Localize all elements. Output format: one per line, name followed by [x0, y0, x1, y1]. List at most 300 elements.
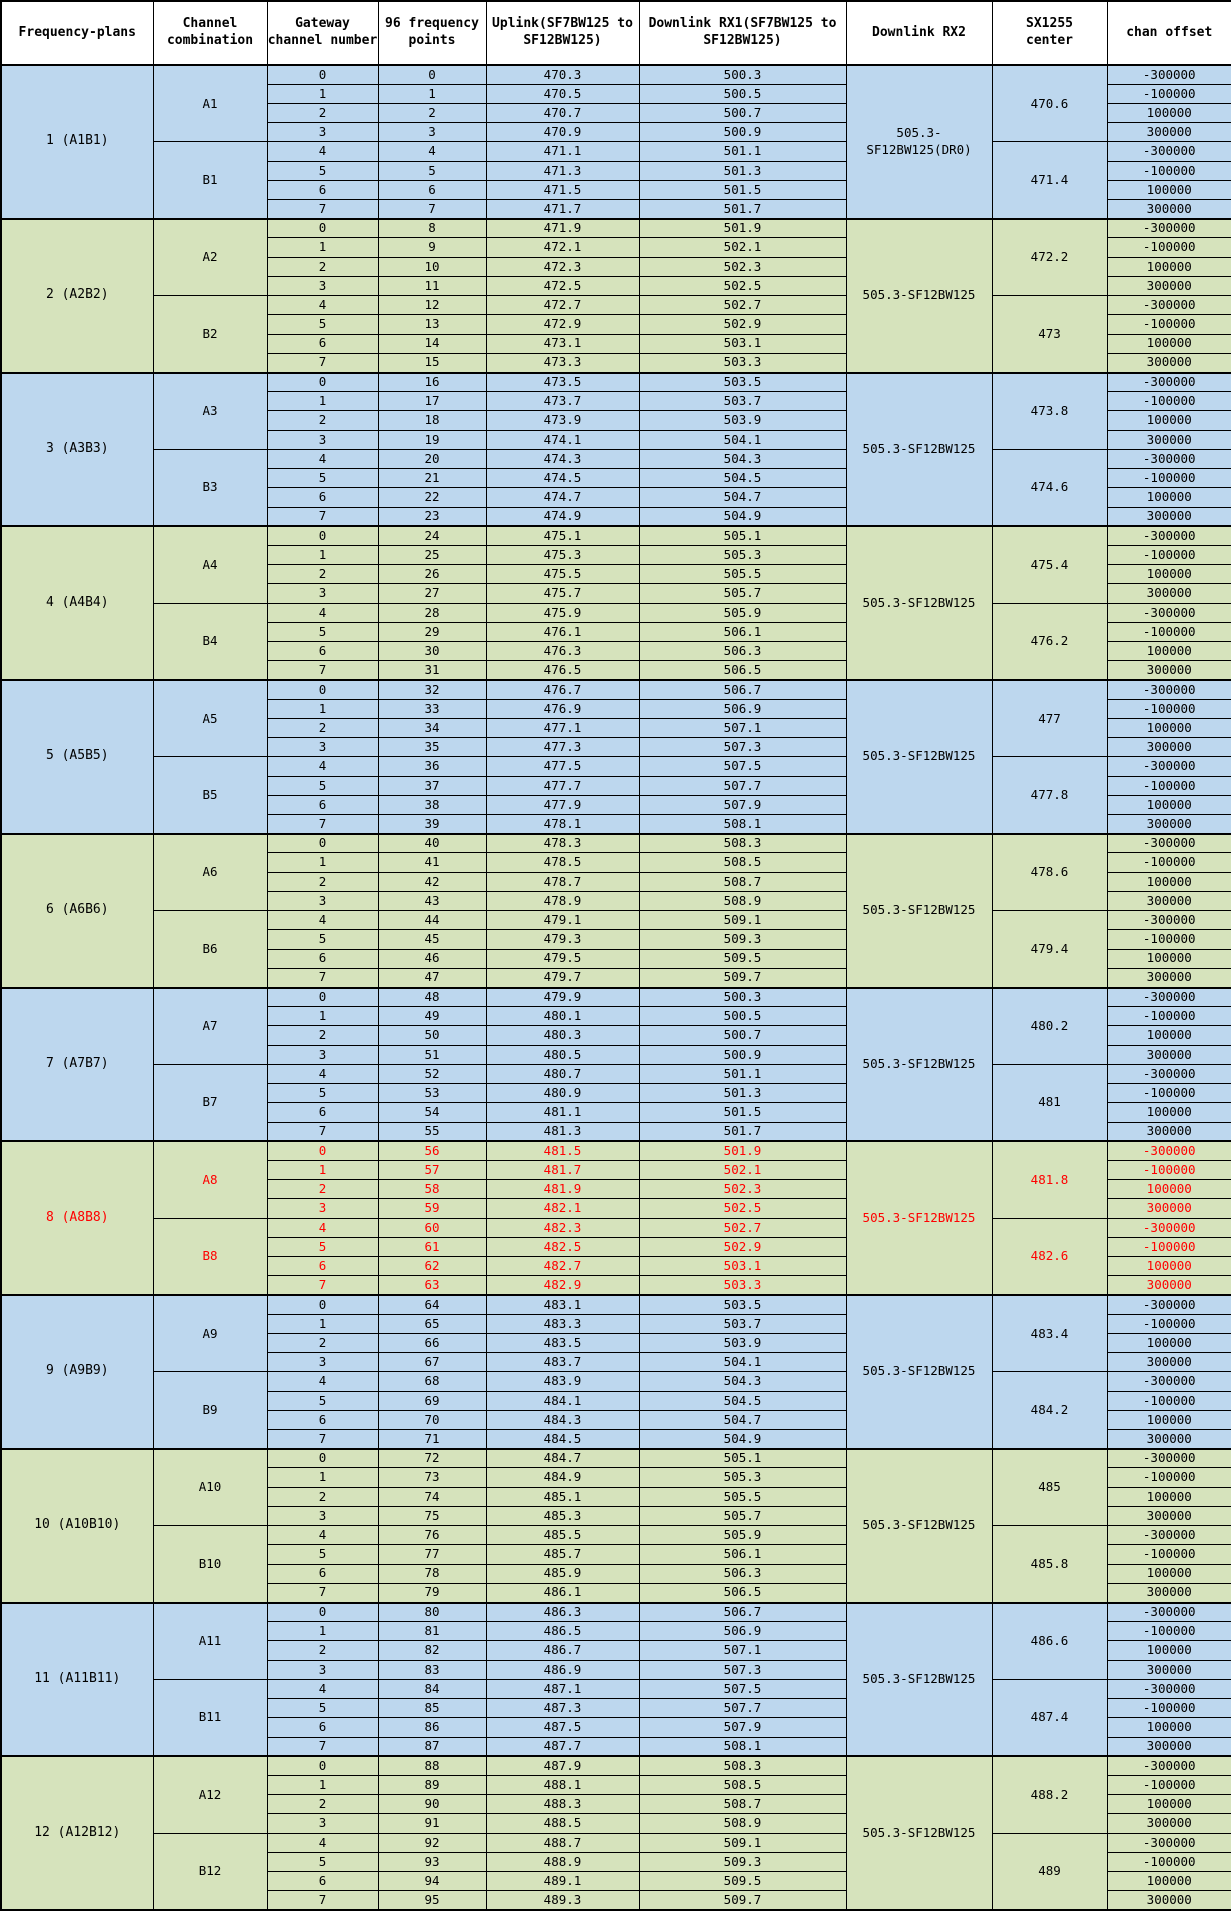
table-row: [1, 680, 1231, 699]
cell-downlink-rx1: 502.1: [639, 1160, 846, 1179]
cell-frequency-point: 44: [378, 911, 486, 930]
cell-downlink-rx1: 504.3: [639, 449, 846, 468]
cell-uplink: 485.7: [486, 1545, 639, 1564]
cell-frequency-point: 48: [378, 988, 486, 1007]
cell-uplink: 473.1: [486, 334, 639, 353]
cell-chan-offset: 100000: [1107, 257, 1231, 276]
cell-frequency-point: 12: [378, 296, 486, 315]
cell-downlink-rx1: 508.7: [639, 872, 846, 891]
cell-uplink: 479.1: [486, 911, 639, 930]
cell-frequency-point: 55: [378, 1122, 486, 1141]
cell-frequency-point: 93: [378, 1852, 486, 1871]
cell-chan-offset: -300000: [1107, 1603, 1231, 1622]
cell-uplink: 478.9: [486, 891, 639, 910]
cell-gateway-channel: 2: [267, 872, 378, 891]
cell-channel-combination: B10: [153, 1526, 267, 1603]
cell-downlink-rx2: 505.3-SF12BW125: [846, 680, 992, 834]
cell-uplink: 487.9: [486, 1756, 639, 1775]
cell-downlink-rx1: 505.7: [639, 584, 846, 603]
cell-downlink-rx1: 500.9: [639, 123, 846, 142]
cell-frequency-point: 39: [378, 815, 486, 834]
cell-uplink: 484.3: [486, 1410, 639, 1429]
cell-downlink-rx1: 504.7: [639, 1410, 846, 1429]
cell-chan-offset: -300000: [1107, 603, 1231, 622]
cell-channel-combination: B11: [153, 1679, 267, 1756]
cell-frequency-point: 91: [378, 1814, 486, 1833]
cell-downlink-rx1: 503.5: [639, 1295, 846, 1314]
cell-gateway-channel: 7: [267, 1583, 378, 1602]
cell-downlink-rx1: 509.7: [639, 1891, 846, 1910]
cell-channel-combination: B7: [153, 1064, 267, 1141]
cell-chan-offset: -100000: [1107, 1007, 1231, 1026]
cell-downlink-rx1: 506.3: [639, 642, 846, 661]
cell-sx1255-center: 477: [992, 680, 1107, 757]
cell-uplink: 475.3: [486, 545, 639, 564]
cell-frequency-point: 61: [378, 1237, 486, 1256]
table-row: [1, 834, 1231, 853]
cell-downlink-rx1: 508.3: [639, 1756, 846, 1775]
cell-downlink-rx1: 509.1: [639, 1833, 846, 1852]
cell-gateway-channel: 6: [267, 642, 378, 661]
cell-frequency-point: 42: [378, 872, 486, 891]
cell-downlink-rx1: 508.7: [639, 1795, 846, 1814]
cell-sx1255-center: 473.8: [992, 373, 1107, 450]
cell-frequency-point: 87: [378, 1737, 486, 1756]
cell-downlink-rx1: 504.9: [639, 1430, 846, 1449]
cell-chan-offset: 100000: [1107, 1257, 1231, 1276]
cell-chan-offset: -100000: [1107, 622, 1231, 641]
cell-chan-offset: -300000: [1107, 1218, 1231, 1237]
cell-frequency-point: 3: [378, 123, 486, 142]
cell-uplink: 483.7: [486, 1353, 639, 1372]
table-row: [1, 449, 1231, 468]
cell-downlink-rx1: 508.3: [639, 834, 846, 853]
cell-frequency-point: 16: [378, 373, 486, 392]
cell-gateway-channel: 3: [267, 1199, 378, 1218]
cell-sx1255-center: 488.2: [992, 1756, 1107, 1833]
cell-gateway-channel: 7: [267, 1430, 378, 1449]
cell-downlink-rx2: 505.3-SF12BW125: [846, 988, 992, 1142]
cell-frequency-point: 37: [378, 776, 486, 795]
cell-downlink-rx1: 506.9: [639, 1622, 846, 1641]
cell-gateway-channel: 5: [267, 776, 378, 795]
cell-downlink-rx1: 505.9: [639, 603, 846, 622]
cell-uplink: 475.7: [486, 584, 639, 603]
cell-uplink: 481.5: [486, 1141, 639, 1160]
cell-chan-offset: 300000: [1107, 123, 1231, 142]
cell-uplink: 470.9: [486, 123, 639, 142]
table-row: [1, 1603, 1231, 1622]
cell-chan-offset: 100000: [1107, 1718, 1231, 1737]
cell-frequency-point: 56: [378, 1141, 486, 1160]
cell-uplink: 474.1: [486, 430, 639, 449]
cell-uplink: 482.5: [486, 1237, 639, 1256]
cell-downlink-rx1: 509.3: [639, 930, 846, 949]
cell-channel-combination: A5: [153, 680, 267, 757]
cell-downlink-rx1: 504.5: [639, 469, 846, 488]
cell-gateway-channel: 3: [267, 891, 378, 910]
cell-frequency-point: 90: [378, 1795, 486, 1814]
cell-chan-offset: -100000: [1107, 84, 1231, 103]
cell-gateway-channel: 7: [267, 661, 378, 680]
cell-gateway-channel: 4: [267, 1218, 378, 1237]
cell-sx1255-center: 483.4: [992, 1295, 1107, 1372]
cell-gateway-channel: 7: [267, 353, 378, 372]
cell-frequency-point: 64: [378, 1295, 486, 1314]
cell-plan-label: 5 (A5B5): [1, 680, 153, 834]
cell-chan-offset: -300000: [1107, 65, 1231, 84]
cell-frequency-point: 41: [378, 853, 486, 872]
cell-chan-offset: 100000: [1107, 488, 1231, 507]
cell-gateway-channel: 1: [267, 545, 378, 564]
cell-sx1255-center: 482.6: [992, 1218, 1107, 1295]
cell-frequency-point: 29: [378, 622, 486, 641]
cell-frequency-point: 18: [378, 411, 486, 430]
cell-channel-combination: B8: [153, 1218, 267, 1295]
cell-uplink: 487.3: [486, 1699, 639, 1718]
cell-frequency-point: 58: [378, 1180, 486, 1199]
cell-gateway-channel: 1: [267, 392, 378, 411]
cell-downlink-rx1: 507.5: [639, 1679, 846, 1698]
cell-gateway-channel: 4: [267, 142, 378, 161]
cell-chan-offset: -100000: [1107, 392, 1231, 411]
cell-chan-offset: 100000: [1107, 1180, 1231, 1199]
cell-uplink: 479.9: [486, 988, 639, 1007]
cell-chan-offset: 300000: [1107, 507, 1231, 526]
cell-downlink-rx1: 509.1: [639, 911, 846, 930]
cell-frequency-point: 19: [378, 430, 486, 449]
cell-downlink-rx1: 507.7: [639, 776, 846, 795]
cell-gateway-channel: 4: [267, 296, 378, 315]
cell-downlink-rx1: 500.3: [639, 65, 846, 84]
cell-uplink: 480.5: [486, 1045, 639, 1064]
cell-uplink: 474.9: [486, 507, 639, 526]
cell-downlink-rx1: 508.1: [639, 815, 846, 834]
cell-downlink-rx1: 506.9: [639, 699, 846, 718]
cell-downlink-rx1: 502.5: [639, 276, 846, 295]
cell-gateway-channel: 4: [267, 1372, 378, 1391]
cell-gateway-channel: 3: [267, 1353, 378, 1372]
cell-gateway-channel: 3: [267, 738, 378, 757]
cell-chan-offset: -100000: [1107, 1622, 1231, 1641]
cell-chan-offset: 300000: [1107, 1430, 1231, 1449]
cell-uplink: 478.1: [486, 815, 639, 834]
cell-downlink-rx1: 501.3: [639, 1084, 846, 1103]
col-gateway-channel-number: Gateway channel number: [267, 1, 378, 65]
cell-downlink-rx2: 505.3-SF12BW125: [846, 834, 992, 988]
cell-chan-offset: 100000: [1107, 1103, 1231, 1122]
cell-channel-combination: A11: [153, 1603, 267, 1680]
cell-chan-offset: 300000: [1107, 1891, 1231, 1910]
cell-plan-label: 1 (A1B1): [1, 65, 153, 219]
cell-channel-combination: A6: [153, 834, 267, 911]
cell-uplink: 476.3: [486, 642, 639, 661]
cell-frequency-point: 53: [378, 1084, 486, 1103]
cell-sx1255-center: 474.6: [992, 449, 1107, 526]
cell-chan-offset: -100000: [1107, 1237, 1231, 1256]
cell-chan-offset: 100000: [1107, 1410, 1231, 1429]
cell-gateway-channel: 3: [267, 1045, 378, 1064]
cell-chan-offset: -300000: [1107, 219, 1231, 238]
cell-frequency-point: 21: [378, 469, 486, 488]
cell-downlink-rx1: 506.7: [639, 680, 846, 699]
cell-uplink: 470.3: [486, 65, 639, 84]
cell-uplink: 478.5: [486, 853, 639, 872]
cell-uplink: 474.7: [486, 488, 639, 507]
cell-gateway-channel: 0: [267, 1449, 378, 1468]
cell-frequency-point: 31: [378, 661, 486, 680]
cell-gateway-channel: 6: [267, 1410, 378, 1429]
cell-chan-offset: -100000: [1107, 699, 1231, 718]
cell-channel-combination: B3: [153, 449, 267, 526]
cell-downlink-rx1: 507.1: [639, 718, 846, 737]
cell-downlink-rx2: 505.3-SF12BW125(DR0): [846, 65, 992, 219]
cell-gateway-channel: 0: [267, 65, 378, 84]
cell-frequency-point: 8: [378, 219, 486, 238]
cell-chan-offset: -100000: [1107, 1391, 1231, 1410]
cell-gateway-channel: 6: [267, 795, 378, 814]
cell-uplink: 471.9: [486, 219, 639, 238]
cell-gateway-channel: 0: [267, 1141, 378, 1160]
cell-uplink: 483.1: [486, 1295, 639, 1314]
cell-chan-offset: 100000: [1107, 872, 1231, 891]
cell-frequency-point: 0: [378, 65, 486, 84]
cell-chan-offset: -300000: [1107, 1141, 1231, 1160]
cell-frequency-point: 69: [378, 1391, 486, 1410]
cell-gateway-channel: 6: [267, 1564, 378, 1583]
cell-channel-combination: A3: [153, 373, 267, 450]
cell-frequency-point: 5: [378, 161, 486, 180]
cell-uplink: 485.5: [486, 1526, 639, 1545]
cell-frequency-point: 11: [378, 276, 486, 295]
cell-sx1255-center: 479.4: [992, 911, 1107, 988]
cell-chan-offset: 300000: [1107, 276, 1231, 295]
cell-gateway-channel: 3: [267, 1814, 378, 1833]
cell-gateway-channel: 3: [267, 1660, 378, 1679]
cell-gateway-channel: 5: [267, 1852, 378, 1871]
header-row: [1, 1, 1231, 65]
cell-frequency-point: 9: [378, 238, 486, 257]
table-row: [1, 1372, 1231, 1391]
table-row: [1, 1141, 1231, 1160]
cell-chan-offset: 300000: [1107, 1737, 1231, 1756]
cell-uplink: 486.1: [486, 1583, 639, 1602]
cell-frequency-point: 86: [378, 1718, 486, 1737]
cell-gateway-channel: 7: [267, 1891, 378, 1910]
cell-uplink: 482.9: [486, 1276, 639, 1295]
cell-uplink: 483.5: [486, 1333, 639, 1352]
table-row: [1, 911, 1231, 930]
cell-frequency-point: 36: [378, 757, 486, 776]
cell-chan-offset: 300000: [1107, 1660, 1231, 1679]
cell-gateway-channel: 1: [267, 1468, 378, 1487]
cell-downlink-rx1: 508.9: [639, 1814, 846, 1833]
cell-frequency-point: 92: [378, 1833, 486, 1852]
table-row: [1, 1679, 1231, 1698]
cell-gateway-channel: 1: [267, 1775, 378, 1794]
cell-gateway-channel: 7: [267, 815, 378, 834]
cell-gateway-channel: 2: [267, 257, 378, 276]
cell-chan-offset: -300000: [1107, 911, 1231, 930]
table-row: [1, 603, 1231, 622]
cell-gateway-channel: 6: [267, 1103, 378, 1122]
cell-frequency-point: 57: [378, 1160, 486, 1179]
cell-uplink: 489.1: [486, 1872, 639, 1891]
cell-frequency-point: 95: [378, 1891, 486, 1910]
cell-chan-offset: -300000: [1107, 1833, 1231, 1852]
cell-downlink-rx2: 505.3-SF12BW125: [846, 1756, 992, 1910]
cell-downlink-rx1: 501.5: [639, 180, 846, 199]
table-row: [1, 1833, 1231, 1852]
cell-downlink-rx1: 504.7: [639, 488, 846, 507]
cell-uplink: 472.3: [486, 257, 639, 276]
cell-chan-offset: 300000: [1107, 430, 1231, 449]
cell-channel-combination: B4: [153, 603, 267, 680]
cell-uplink: 471.7: [486, 200, 639, 219]
cell-chan-offset: 300000: [1107, 1583, 1231, 1602]
cell-frequency-point: 13: [378, 315, 486, 334]
cell-chan-offset: -300000: [1107, 757, 1231, 776]
cell-downlink-rx1: 509.7: [639, 968, 846, 987]
cell-frequency-point: 82: [378, 1641, 486, 1660]
cell-chan-offset: -300000: [1107, 1449, 1231, 1468]
cell-plan-label: 9 (A9B9): [1, 1295, 153, 1449]
cell-gateway-channel: 6: [267, 180, 378, 199]
cell-downlink-rx1: 501.1: [639, 1064, 846, 1083]
cell-chan-offset: -300000: [1107, 1679, 1231, 1698]
cell-chan-offset: 100000: [1107, 1641, 1231, 1660]
cell-uplink: 482.3: [486, 1218, 639, 1237]
cell-downlink-rx2: 505.3-SF12BW125: [846, 1141, 992, 1295]
cell-chan-offset: 300000: [1107, 1276, 1231, 1295]
cell-uplink: 473.9: [486, 411, 639, 430]
cell-channel-combination: A4: [153, 526, 267, 603]
cell-uplink: 476.9: [486, 699, 639, 718]
col-sx1255-center: SX1255 center: [992, 1, 1107, 65]
cell-frequency-point: 7: [378, 200, 486, 219]
cell-downlink-rx1: 504.1: [639, 430, 846, 449]
cell-uplink: 484.7: [486, 1449, 639, 1468]
cell-gateway-channel: 0: [267, 373, 378, 392]
cell-chan-offset: -100000: [1107, 545, 1231, 564]
cell-gateway-channel: 7: [267, 507, 378, 526]
cell-uplink: 481.7: [486, 1160, 639, 1179]
cell-plan-label: 3 (A3B3): [1, 373, 153, 527]
cell-uplink: 480.9: [486, 1084, 639, 1103]
cell-gateway-channel: 5: [267, 161, 378, 180]
cell-downlink-rx1: 502.7: [639, 1218, 846, 1237]
cell-frequency-point: 81: [378, 1622, 486, 1641]
cell-channel-combination: B6: [153, 911, 267, 988]
cell-gateway-channel: 2: [267, 565, 378, 584]
cell-downlink-rx2: 505.3-SF12BW125: [846, 373, 992, 527]
cell-downlink-rx2: 505.3-SF12BW125: [846, 526, 992, 680]
cell-uplink: 477.7: [486, 776, 639, 795]
cell-gateway-channel: 7: [267, 1276, 378, 1295]
cell-chan-offset: 300000: [1107, 661, 1231, 680]
cell-plan-label: 10 (A10B10): [1, 1449, 153, 1603]
cell-frequency-point: 52: [378, 1064, 486, 1083]
cell-uplink: 477.1: [486, 718, 639, 737]
cell-gateway-channel: 2: [267, 1333, 378, 1352]
cell-uplink: 475.5: [486, 565, 639, 584]
cell-chan-offset: -100000: [1107, 930, 1231, 949]
cell-uplink: 487.5: [486, 1718, 639, 1737]
cell-frequency-point: 34: [378, 718, 486, 737]
cell-sx1255-center: 477.8: [992, 757, 1107, 834]
cell-gateway-channel: 5: [267, 1391, 378, 1410]
cell-uplink: 470.7: [486, 103, 639, 122]
cell-sx1255-center: 485.8: [992, 1526, 1107, 1603]
cell-downlink-rx1: 503.3: [639, 1276, 846, 1295]
cell-frequency-point: 89: [378, 1775, 486, 1794]
cell-frequency-point: 79: [378, 1583, 486, 1602]
cell-frequency-point: 32: [378, 680, 486, 699]
cell-downlink-rx1: 505.7: [639, 1506, 846, 1525]
cell-uplink: 473.7: [486, 392, 639, 411]
cell-uplink: 486.7: [486, 1641, 639, 1660]
cell-downlink-rx1: 503.9: [639, 1333, 846, 1352]
cell-chan-offset: -300000: [1107, 1756, 1231, 1775]
cell-frequency-point: 59: [378, 1199, 486, 1218]
cell-gateway-channel: 1: [267, 699, 378, 718]
cell-downlink-rx1: 505.5: [639, 1487, 846, 1506]
cell-uplink: 484.1: [486, 1391, 639, 1410]
cell-gateway-channel: 4: [267, 911, 378, 930]
cell-gateway-channel: 0: [267, 1756, 378, 1775]
cell-chan-offset: -100000: [1107, 469, 1231, 488]
cell-chan-offset: 300000: [1107, 353, 1231, 372]
cell-gateway-channel: 7: [267, 200, 378, 219]
cell-uplink: 486.5: [486, 1622, 639, 1641]
cell-downlink-rx2: 505.3-SF12BW125: [846, 1603, 992, 1757]
cell-gateway-channel: 4: [267, 1064, 378, 1083]
cell-frequency-point: 14: [378, 334, 486, 353]
cell-frequency-point: 54: [378, 1103, 486, 1122]
cell-gateway-channel: 2: [267, 1795, 378, 1814]
cell-chan-offset: 100000: [1107, 642, 1231, 661]
cell-uplink: 479.3: [486, 930, 639, 949]
cell-downlink-rx1: 500.3: [639, 988, 846, 1007]
cell-frequency-point: 6: [378, 180, 486, 199]
cell-downlink-rx1: 500.7: [639, 1026, 846, 1045]
cell-downlink-rx1: 505.5: [639, 565, 846, 584]
table-body: [1, 65, 1231, 1910]
col-downlink-rx2: Downlink RX2: [846, 1, 992, 65]
cell-gateway-channel: 7: [267, 1737, 378, 1756]
cell-downlink-rx1: 507.5: [639, 757, 846, 776]
cell-gateway-channel: 0: [267, 1295, 378, 1314]
cell-downlink-rx1: 509.3: [639, 1852, 846, 1871]
cell-chan-offset: 100000: [1107, 334, 1231, 353]
cell-sx1255-center: 473: [992, 296, 1107, 373]
cell-chan-offset: 100000: [1107, 795, 1231, 814]
cell-downlink-rx1: 507.9: [639, 1718, 846, 1737]
cell-uplink: 485.1: [486, 1487, 639, 1506]
cell-chan-offset: -300000: [1107, 1295, 1231, 1314]
cell-chan-offset: 300000: [1107, 1506, 1231, 1525]
cell-uplink: 476.5: [486, 661, 639, 680]
cell-downlink-rx1: 506.5: [639, 1583, 846, 1602]
cell-downlink-rx1: 503.5: [639, 373, 846, 392]
cell-uplink: 472.1: [486, 238, 639, 257]
cell-uplink: 479.5: [486, 949, 639, 968]
cell-frequency-point: 74: [378, 1487, 486, 1506]
cell-downlink-rx1: 502.9: [639, 315, 846, 334]
cell-uplink: 483.3: [486, 1314, 639, 1333]
cell-chan-offset: -100000: [1107, 161, 1231, 180]
cell-sx1255-center: 485: [992, 1449, 1107, 1526]
